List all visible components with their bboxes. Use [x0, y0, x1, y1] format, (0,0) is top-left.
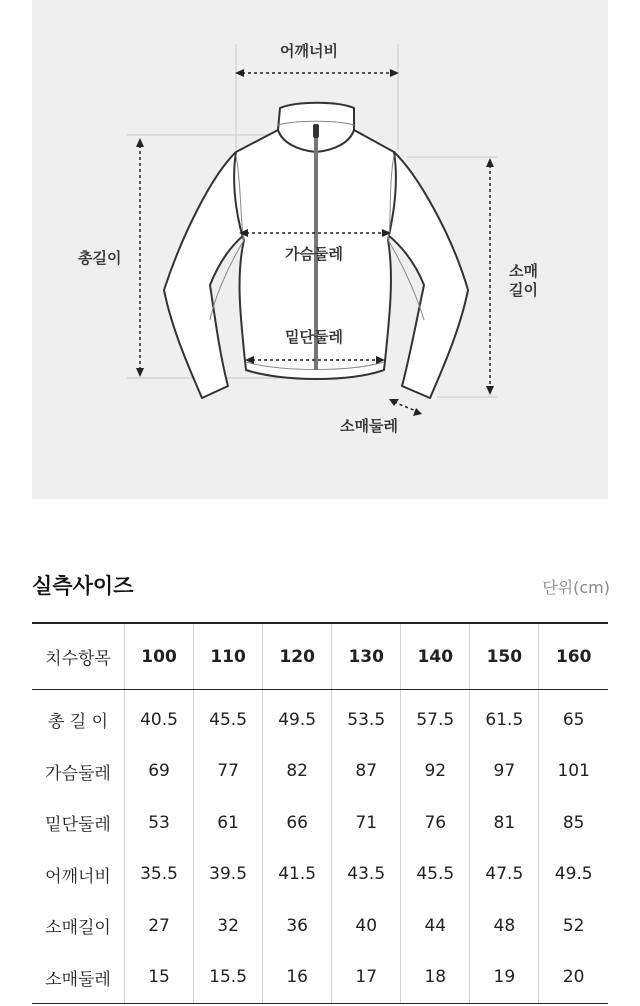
table-cell: 92 — [401, 746, 470, 798]
table-cell: 71 — [332, 797, 401, 849]
table-cell: 47.5 — [470, 849, 539, 901]
row-label: 가슴둘레 — [45, 763, 111, 784]
size-header: 160 — [539, 623, 608, 690]
table-cell: 53 — [125, 797, 194, 849]
size-header: 130 — [332, 623, 401, 690]
row-label: 어깨너비 — [45, 866, 111, 887]
table-cell: 65 — [539, 690, 608, 746]
table-cell: 66 — [263, 797, 332, 849]
table-header-row — [32, 623, 608, 690]
table-cell: 20 — [539, 952, 608, 1004]
row-label: 소매길이 — [45, 918, 111, 939]
sleeve-length-label-line1: 소매 — [509, 262, 538, 280]
table-cell: 52 — [539, 900, 608, 952]
table-cell: 41.5 — [263, 849, 332, 901]
table-cell: 101 — [539, 746, 608, 798]
size-header: 110 — [194, 623, 263, 690]
size-header: 120 — [263, 623, 332, 690]
table-cell: 82 — [263, 746, 332, 798]
table-cell: 81 — [470, 797, 539, 849]
size-header: 150 — [470, 623, 539, 690]
table-cell: 40 — [332, 900, 401, 952]
row-label: 밑단둘레 — [45, 815, 111, 836]
table-cell: 48 — [470, 900, 539, 952]
header-label: 치수항목 — [32, 623, 125, 690]
total-length-label: 총길이 — [78, 249, 122, 267]
table-cell: 16 — [263, 952, 332, 1004]
table-cell: 15 — [125, 952, 194, 1004]
table-cell: 57.5 — [401, 690, 470, 746]
sleeve-length-label-line2: 길이 — [509, 281, 538, 299]
table-row — [32, 746, 608, 798]
table-cell: 19 — [470, 952, 539, 1004]
table-cell: 49.5 — [539, 849, 608, 901]
cuff-label: 소매둘레 — [340, 417, 398, 435]
table-cell: 49.5 — [263, 690, 332, 746]
size-diagram — [32, 0, 608, 499]
table-cell: 97 — [470, 746, 539, 798]
section-title: 실측사이즈 — [32, 574, 134, 598]
table-row — [32, 797, 608, 849]
size-header: 140 — [401, 623, 470, 690]
shoulder-width-label: 어깨너비 — [280, 42, 338, 60]
table-cell: 27 — [125, 900, 194, 952]
table-row — [32, 849, 608, 901]
table-cell: 45.5 — [194, 690, 263, 746]
table-cell: 45.5 — [401, 849, 470, 901]
table-cell: 17 — [332, 952, 401, 1004]
table-cell: 15.5 — [194, 952, 263, 1004]
table-cell: 69 — [125, 746, 194, 798]
table-cell: 40.5 — [125, 690, 194, 746]
size-header: 100 — [125, 623, 194, 690]
table-cell: 18 — [401, 952, 470, 1004]
table-cell: 77 — [194, 746, 263, 798]
table-cell: 35.5 — [125, 849, 194, 901]
table-cell: 43.5 — [332, 849, 401, 901]
table-cell: 44 — [401, 900, 470, 952]
table-cell: 39.5 — [194, 849, 263, 901]
table-row — [32, 690, 608, 746]
table-row — [32, 952, 608, 1004]
table-cell: 87 — [332, 746, 401, 798]
table-cell: 36 — [263, 900, 332, 952]
size-table — [32, 622, 608, 1004]
row-label: 총 길 이 — [47, 712, 109, 733]
table-cell: 85 — [539, 797, 608, 849]
table-cell: 61.5 — [470, 690, 539, 746]
hem-label: 밑단둘레 — [285, 328, 343, 346]
table-cell: 61 — [194, 797, 263, 849]
row-label: 소매둘레 — [32, 952, 125, 1004]
unit-label: 단위(cm) — [542, 578, 610, 597]
table-cell: 53.5 — [332, 690, 401, 746]
table-cell: 76 — [401, 797, 470, 849]
chest-label: 가슴둘레 — [285, 245, 343, 263]
table-row — [32, 900, 608, 952]
table-cell: 32 — [194, 900, 263, 952]
